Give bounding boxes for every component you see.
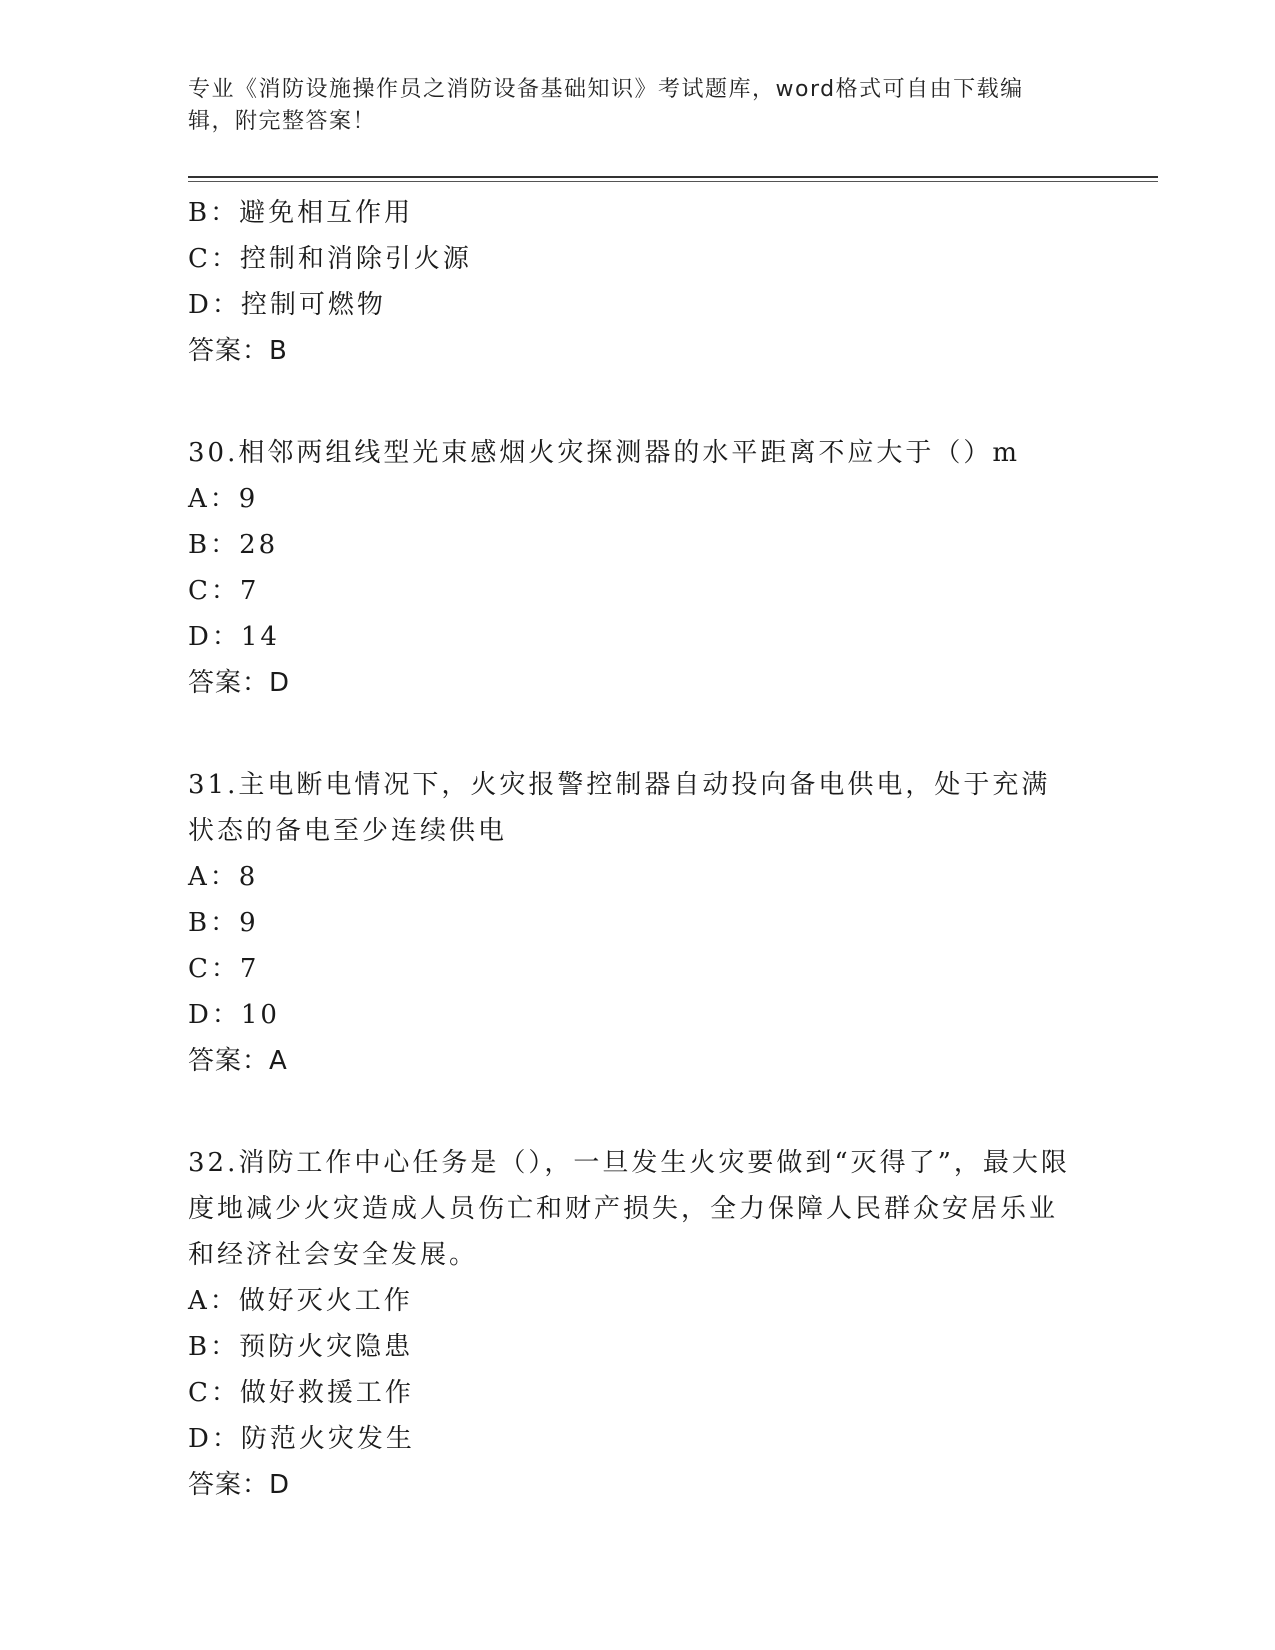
option-a: A：8 [188, 862, 259, 892]
option-b: B：28 [188, 530, 279, 560]
answer-line: 答案：A [188, 1046, 288, 1076]
header-rule-thin [188, 181, 1158, 182]
question-29-continued [188, 190, 1088, 374]
option-a: A：9 [188, 484, 259, 514]
answer-line: 答案：D [188, 1470, 291, 1500]
option-d: D：14 [188, 622, 280, 652]
option-c: C：7 [188, 576, 260, 606]
header-rule-thick [188, 176, 1158, 178]
question-text: 31.主电断电情况下，火灾报警控制器自动投向备电供电，处于充满状态的备电至少连续供电 [188, 770, 1051, 846]
option-c: C：7 [188, 954, 260, 984]
question-30 [188, 430, 1088, 706]
option-b: B：9 [188, 908, 259, 938]
question-31 [188, 762, 1088, 1084]
option-c: C：控制和消除引火源 [188, 244, 472, 274]
option-b: B：避免相互作用 [188, 198, 414, 228]
option-d: D：控制可燃物 [188, 290, 386, 320]
question-text: 32.消防工作中心任务是（），一旦发生火灾要做到“灭得了”，最大限度地减少火灾造成人员伤亡和财产损失，全力保障人民群众安居乐业和经济社会安全发展。 [188, 1148, 1070, 1270]
option-c: C：做好救援工作 [188, 1378, 414, 1408]
question-text: 30.相邻两组线型光束感烟火灾探测器的水平距离不应大于（）m [188, 438, 1021, 468]
question-list [188, 190, 1088, 1508]
option-d: D：10 [188, 1000, 280, 1030]
option-a: A：做好灭火工作 [188, 1286, 413, 1316]
answer-line: 答案：B [188, 336, 288, 366]
answer-line: 答案：D [188, 668, 291, 698]
question-32 [188, 1140, 1088, 1508]
document-header: 专业《消防设施操作员之消防设备基础知识》考试题库，word格式可自由下载编辑，附完整答案！ [188, 77, 1024, 134]
option-b: B：预防火灾隐患 [188, 1332, 414, 1362]
option-d: D：防范火灾发生 [188, 1424, 415, 1454]
